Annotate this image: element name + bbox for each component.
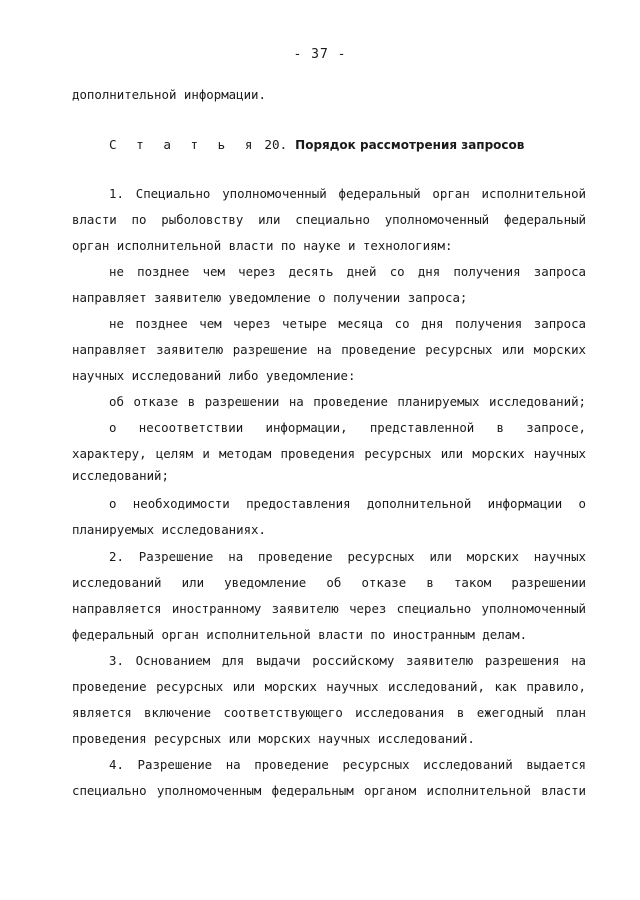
text-line: является включение соответствующего исследования в ежегодный план xyxy=(72,705,586,720)
text-line: характеру, целям и методам проведения ресурсных или морских научных xyxy=(72,446,586,461)
text-line: 1. Специально уполномоченный федеральный орган исполнительной xyxy=(109,186,586,201)
text-line: о необходимости предоставления дополнительной информации о xyxy=(109,496,586,511)
text-line: исследований; xyxy=(72,468,169,483)
text-line: дополнительной информации. xyxy=(72,87,266,102)
text-line: направляет заявителю разрешение на проведение ресурсных или морских xyxy=(72,342,586,357)
text-line: о несоответствии информации, представленной в запросе, xyxy=(109,420,586,435)
article-title: Порядок рассмотрения запросов xyxy=(295,138,525,152)
text-line: 4. Разрешение на проведение ресурсных исследований выдается xyxy=(109,757,586,772)
text-line: направляет заявителю уведомление о получении запроса; xyxy=(72,290,468,305)
text-line: планируемых исследованиях. xyxy=(72,522,266,537)
text-line: не позднее чем через четыре месяца со дня получения запроса xyxy=(109,316,586,331)
page-number: - 37 - xyxy=(293,47,347,62)
text-line: орган исполнительной власти по науке и технологиям: xyxy=(72,238,453,253)
text-line: исследований или уведомление об отказе в таком разрешении xyxy=(72,575,586,590)
article-label: С т а т ь я xyxy=(109,137,259,152)
article-number: 20. xyxy=(264,137,288,152)
text-line: проведения ресурсных или морских научных исследований. xyxy=(72,731,475,746)
text-line: направляется иностранному заявителю через специально уполномоченный xyxy=(72,601,586,616)
text-line: научных исследований либо уведомление: xyxy=(72,368,356,383)
text-line: не позднее чем через десять дней со дня получения запроса xyxy=(109,264,586,279)
text-line: власти по рыболовству или специально уполномоченный федеральный xyxy=(72,212,586,227)
article-heading xyxy=(109,137,524,153)
text-line: 3. Основанием для выдачи российскому заявителю разрешения на xyxy=(109,653,586,668)
text-line: проведение ресурсных или морских научных исследований, как правило, xyxy=(72,679,586,694)
text-line: федеральный орган исполнительной власти по иностранным делам. xyxy=(72,627,528,642)
text-line: специально уполномоченным федеральным органом исполнительной власти xyxy=(72,783,586,798)
text-line: 2. Разрешение на проведение ресурсных или морских научных xyxy=(109,549,586,564)
text-line: об отказе в разрешении на проведение планируемых исследований; xyxy=(109,394,586,409)
